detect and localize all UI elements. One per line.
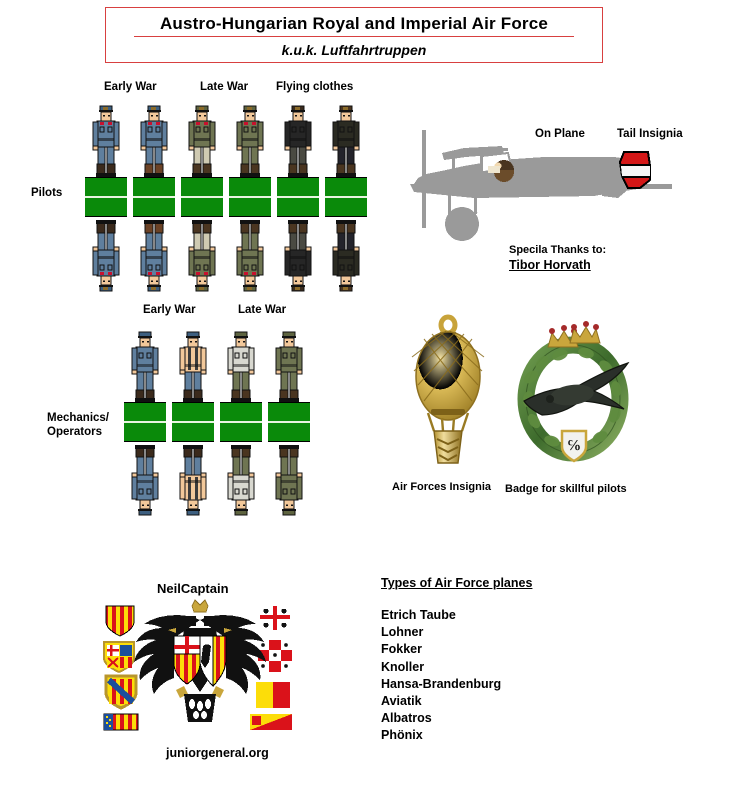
pilot-late-war-1-upright bbox=[181, 103, 223, 180]
mechanic-late-war-1-base bbox=[220, 402, 262, 442]
pilots-header-early-war: Early War bbox=[104, 81, 157, 93]
pilot-late-war-2-base bbox=[229, 177, 271, 217]
plane-types-list bbox=[381, 607, 501, 745]
plane-type-item: Albatros bbox=[381, 711, 432, 726]
plane-type-item: Phönix bbox=[381, 728, 423, 743]
mechanics-header-early-war: Early War bbox=[143, 304, 196, 316]
skillful-pilots-badge-caption: Badge for skillful pilots bbox=[505, 483, 627, 495]
pilot-early-war-1-mirrored bbox=[85, 217, 127, 294]
pilots-row-label: Pilots bbox=[31, 187, 63, 199]
pilot-early-war-2-mirrored bbox=[133, 217, 175, 294]
mechanic-early-war-2-base bbox=[172, 402, 214, 442]
plane-types-title: Types of Air Force planes bbox=[381, 576, 533, 590]
air-forces-insignia-image bbox=[398, 313, 498, 473]
site-credit: juniorgeneral.org bbox=[166, 746, 269, 760]
title-box bbox=[105, 7, 603, 63]
plane-illustration bbox=[404, 126, 704, 261]
mechanics-row-label-line2: Operators bbox=[47, 426, 102, 438]
plane-type-item: Fokker bbox=[381, 642, 422, 657]
mechanic-late-war-2-base bbox=[268, 402, 310, 442]
coat-of-arms-image bbox=[100, 598, 300, 738]
plane-type-item: Hansa-Brandenburg bbox=[381, 676, 502, 691]
pilot-late-war-2-mirrored bbox=[229, 217, 271, 294]
pilot-flying-clothes-2-base bbox=[325, 177, 367, 217]
pilot-early-war-1-upright bbox=[85, 103, 127, 180]
mechanic-early-war-1-mirrored bbox=[124, 442, 166, 519]
pilot-early-war-1-base bbox=[85, 177, 127, 217]
mechanic-late-war-1-upright bbox=[220, 328, 262, 405]
mechanic-late-war-2-mirrored bbox=[268, 442, 310, 519]
mechanic-early-war-2-upright bbox=[172, 328, 214, 405]
mechanic-early-war-2-mirrored bbox=[172, 442, 214, 519]
svg-text:℅: ℅ bbox=[567, 438, 581, 454]
plane-type-item: Etrich Taube bbox=[381, 608, 456, 622]
pilot-early-war-2-base bbox=[133, 177, 175, 217]
special-thanks-line: Specila Thanks to: bbox=[509, 244, 607, 256]
mechanics-row-label bbox=[47, 411, 109, 439]
air-forces-insignia-caption: Air Forces Insignia bbox=[392, 481, 492, 493]
mechanics-header-late-war: Late War bbox=[238, 304, 287, 316]
plane-type-item: Knoller bbox=[381, 659, 425, 674]
mechanics-row-label-line1: Mechanics/ bbox=[47, 412, 109, 424]
page-subtitle: k.u.k. Luftfahrtruppen bbox=[281, 42, 427, 58]
pilot-flying-clothes-1-base bbox=[277, 177, 319, 217]
skillful-pilots-badge-image bbox=[508, 313, 638, 473]
special-thanks-name: Tibor Horvath bbox=[509, 258, 591, 272]
pilot-flying-clothes-1-upright bbox=[277, 103, 319, 180]
mechanic-late-war-1-mirrored bbox=[220, 442, 262, 519]
pilots-header-late-war: Late War bbox=[200, 81, 249, 93]
page-title: Austro-Hungarian Royal and Imperial Air Force bbox=[134, 8, 574, 37]
on-plane-label: On Plane bbox=[535, 128, 585, 140]
tail-insignia-label: Tail Insignia bbox=[617, 128, 683, 140]
pilot-late-war-1-mirrored bbox=[181, 217, 223, 294]
pilot-flying-clothes-1-mirrored bbox=[277, 217, 319, 294]
pilot-flying-clothes-2-mirrored bbox=[325, 217, 367, 294]
author-credit: NeilCaptain bbox=[157, 581, 229, 596]
mechanic-early-war-1-base bbox=[124, 402, 166, 442]
pilot-late-war-2-upright bbox=[229, 103, 271, 180]
pilot-early-war-2-upright bbox=[133, 103, 175, 180]
pilot-flying-clothes-2-upright bbox=[325, 103, 367, 180]
plane-type-item: Lohner bbox=[381, 625, 424, 640]
pilots-header-flying-clothes: Flying clothes bbox=[276, 81, 354, 93]
mechanic-late-war-2-upright bbox=[268, 328, 310, 405]
pilot-late-war-1-base bbox=[181, 177, 223, 217]
plane-type-item: Aviatik bbox=[381, 694, 422, 709]
mechanic-early-war-1-upright bbox=[124, 328, 166, 405]
